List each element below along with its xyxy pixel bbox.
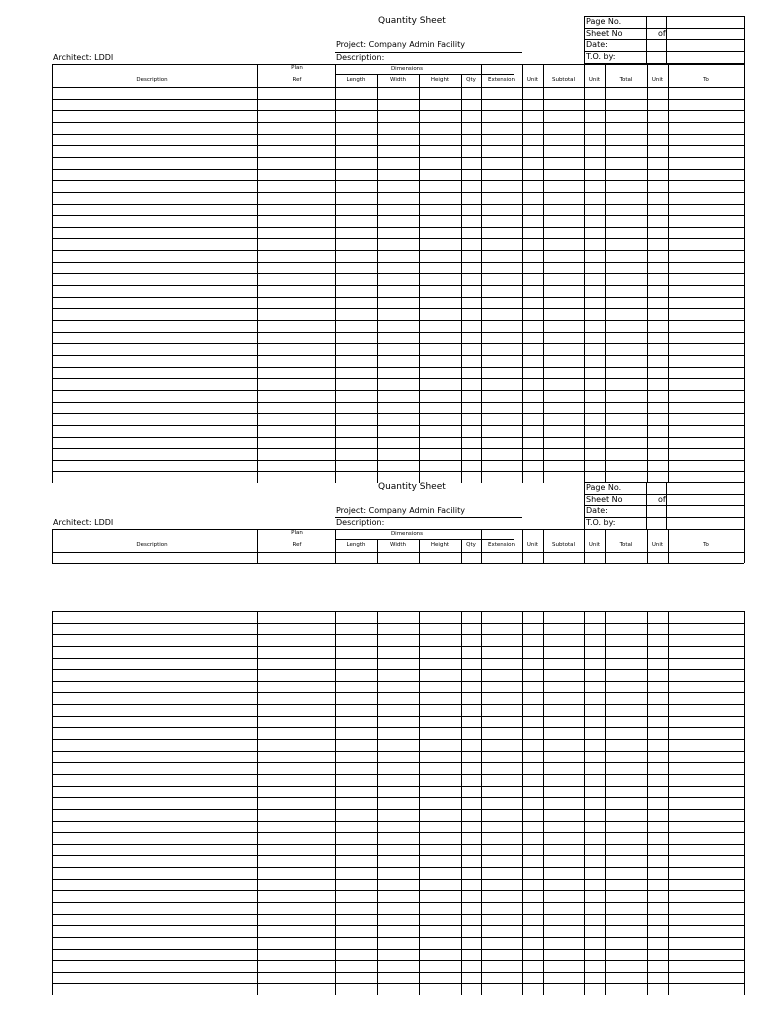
table-row-line [52, 169, 744, 170]
table-column-line [605, 611, 606, 995]
col-unit: Unit [526, 77, 539, 83]
date-label: Date: [586, 40, 608, 49]
quantity-table-body [52, 611, 744, 995]
table-row-line [52, 355, 744, 356]
table-column-line [522, 87, 523, 483]
table-row-line [52, 867, 744, 868]
sheet-title: Quantity Sheet [378, 16, 446, 26]
table-row-line [52, 402, 744, 403]
table-column-line [419, 87, 420, 483]
sheet-of-label: of [658, 495, 666, 504]
table-row-line [52, 122, 744, 123]
table-row-line [52, 250, 744, 251]
table-column-line [461, 87, 462, 483]
table-row-line [52, 914, 744, 915]
table-row-line [52, 273, 744, 274]
table-column-line [647, 611, 648, 995]
table-row-line [52, 87, 744, 88]
table-row-line [52, 658, 744, 659]
table-row-line [52, 786, 744, 787]
table-column-line [461, 611, 462, 995]
table-row-line [52, 797, 744, 798]
table-row-line [52, 238, 744, 239]
table-column-line [52, 611, 53, 995]
table-column-line [377, 87, 378, 483]
description-label: Description: [336, 518, 385, 527]
col-to: To [703, 542, 709, 548]
col-subtotal: Subtotal [551, 542, 576, 548]
project-label: Project: Company Admin Facility [336, 506, 465, 515]
column-header [52, 64, 744, 87]
col-unit-2: Unit [588, 542, 601, 548]
table-row-line [52, 180, 744, 181]
sheet-no-label: Sheet No [586, 29, 623, 38]
table-row-line [52, 262, 744, 263]
table-row-line [52, 949, 744, 950]
col-ref: Ref [292, 542, 302, 548]
description-label: Description: [336, 53, 385, 62]
col-unit-3: Unit [651, 77, 664, 83]
col-width: Width [390, 542, 406, 548]
table-column-line [605, 87, 606, 483]
sheet-info-box [584, 16, 745, 64]
architect-label: Architect: LDDI [53, 518, 114, 527]
architect-label: Architect: LDDI [53, 53, 114, 62]
table-row-line [52, 378, 744, 379]
table-row-line [52, 751, 744, 752]
table-column-line [377, 611, 378, 995]
table-row-line [52, 855, 744, 856]
table-row-line [52, 902, 744, 903]
col-length: Length [346, 542, 366, 548]
table-column-line [744, 611, 745, 995]
page-no-label: Page No. [586, 17, 622, 26]
table-row-line [52, 692, 744, 693]
col-extension: Extension [487, 77, 515, 83]
table-row-line [52, 448, 744, 449]
table-row-line [52, 297, 744, 298]
col-unit: Unit [526, 542, 539, 548]
col-total: Total [619, 542, 633, 548]
table-row-line [52, 983, 744, 984]
table-column-line [584, 87, 585, 483]
table-column-line [744, 87, 745, 483]
table-row-line [52, 308, 744, 309]
table-row-line [52, 669, 744, 670]
table-row-line [52, 99, 744, 100]
table-column-line [522, 611, 523, 995]
table-row-line [52, 879, 744, 880]
table-row-line [52, 960, 744, 961]
sheet-no-label: Sheet No [586, 495, 623, 504]
table-row-line [52, 727, 744, 728]
col-dimensions: Dimensions [390, 66, 424, 72]
col-height: Height [430, 77, 450, 83]
table-row-line [52, 134, 744, 135]
col-length: Length [346, 77, 366, 83]
table-column-line [257, 611, 258, 995]
sheet-of-label: of [658, 29, 666, 38]
table-row-line [52, 774, 744, 775]
col-subtotal: Subtotal [551, 77, 576, 83]
table-column-line [543, 611, 544, 995]
table-row-line [52, 821, 744, 822]
table-row-line [52, 437, 744, 438]
table-row-line [52, 367, 744, 368]
table-column-line [335, 87, 336, 483]
table-row-line [52, 390, 744, 391]
table-row-line [52, 471, 744, 472]
col-plan: Plan [291, 65, 303, 71]
table-row-line [52, 646, 744, 647]
table-row-line [52, 809, 744, 810]
table-row-line [52, 925, 744, 926]
col-ref: Ref [292, 77, 302, 83]
table-column-line [668, 611, 669, 995]
table-row-line [52, 343, 744, 344]
col-qty: Qty [466, 542, 476, 548]
table-column-line [52, 87, 53, 483]
table-column-line [584, 611, 585, 995]
table-column-line [543, 87, 544, 483]
col-extension: Extension [487, 542, 515, 548]
col-unit-3: Unit [651, 542, 664, 548]
date-label: Date: [586, 506, 608, 515]
column-header [52, 529, 744, 563]
table-row-line [52, 460, 744, 461]
col-unit-2: Unit [588, 77, 601, 83]
col-width: Width [390, 77, 406, 83]
table-row-line [52, 157, 744, 158]
table-row-line [52, 844, 744, 845]
table-row-line [52, 227, 744, 228]
to-by-label: T.O. by: [586, 52, 616, 61]
table-row-line [52, 623, 744, 624]
quantity-table-body [52, 87, 744, 483]
col-total: Total [619, 77, 633, 83]
table-row-line [52, 611, 744, 612]
table-column-line [647, 87, 648, 483]
table-column-line [257, 87, 258, 483]
table-row-line [52, 762, 744, 763]
table-column-line [668, 87, 669, 483]
table-row-line [52, 320, 744, 321]
table-row-line [52, 425, 744, 426]
table-row-line [52, 937, 744, 938]
col-description: Description [136, 77, 168, 83]
sheet-info-box [584, 482, 745, 530]
table-column-line [335, 611, 336, 995]
table-row-line [52, 204, 744, 205]
table-row-line [52, 972, 744, 973]
table-row-line [52, 704, 744, 705]
col-dimensions: Dimensions [390, 531, 424, 537]
table-row-line [52, 681, 744, 682]
table-row-line [52, 413, 744, 414]
sheet-title: Quantity Sheet [378, 482, 446, 492]
table-row-line [52, 716, 744, 717]
col-plan: Plan [291, 530, 303, 536]
table-row-line [52, 215, 744, 216]
table-row-line [52, 634, 744, 635]
col-to: To [703, 77, 709, 83]
table-column-line [481, 611, 482, 995]
col-description: Description [136, 542, 168, 548]
table-column-line [481, 87, 482, 483]
to-by-label: T.O. by: [586, 518, 616, 527]
table-row-line [52, 285, 744, 286]
table-row-line [52, 890, 744, 891]
table-row-line [52, 332, 744, 333]
table-column-line [419, 611, 420, 995]
table-row-line [52, 739, 744, 740]
project-label: Project: Company Admin Facility [336, 40, 465, 49]
col-height: Height [430, 542, 450, 548]
page-no-label: Page No. [586, 483, 622, 492]
table-row-line [52, 145, 744, 146]
table-row-line [52, 832, 744, 833]
table-row-line [52, 192, 744, 193]
col-qty: Qty [466, 77, 476, 83]
table-row-line [52, 110, 744, 111]
